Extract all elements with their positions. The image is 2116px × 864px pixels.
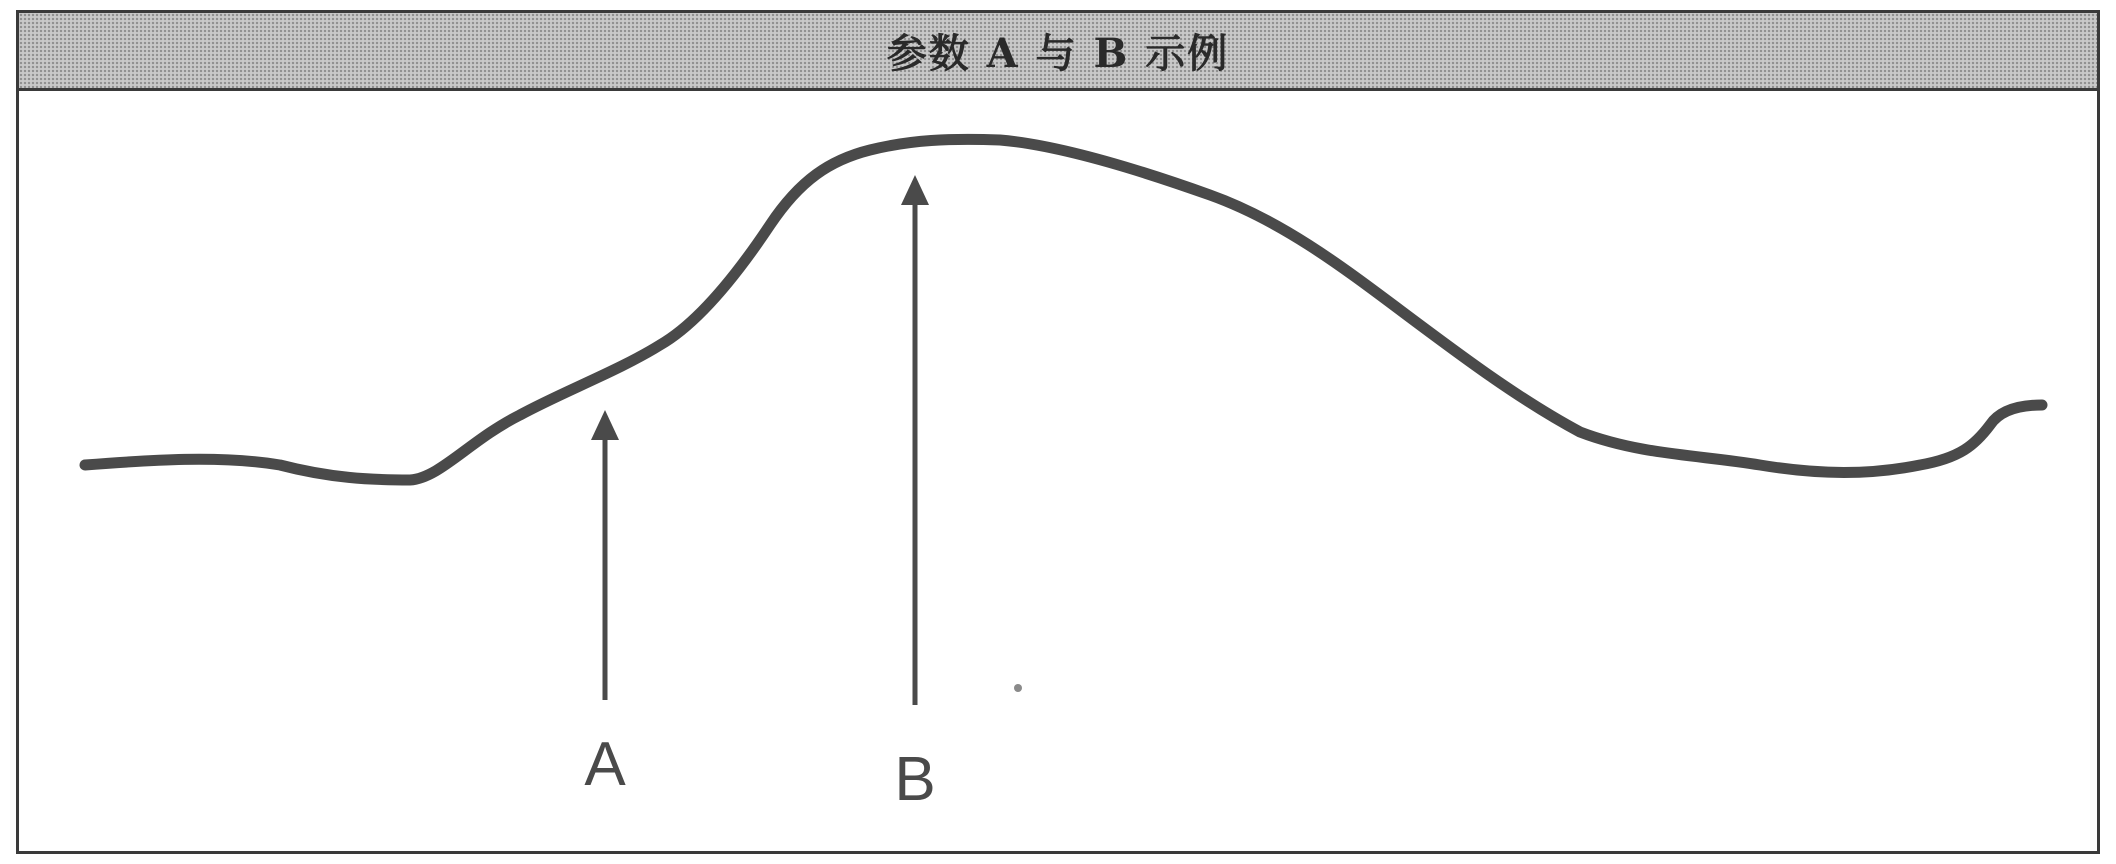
label-a: A — [584, 730, 626, 799]
label-b: B — [894, 745, 936, 814]
arrow-b — [901, 175, 929, 705]
signal-curve — [85, 139, 2042, 480]
speck-mark — [1014, 684, 1022, 692]
diagram-title: 参数 A 与 B 示例 — [886, 30, 1230, 77]
arrow-a — [591, 410, 619, 700]
